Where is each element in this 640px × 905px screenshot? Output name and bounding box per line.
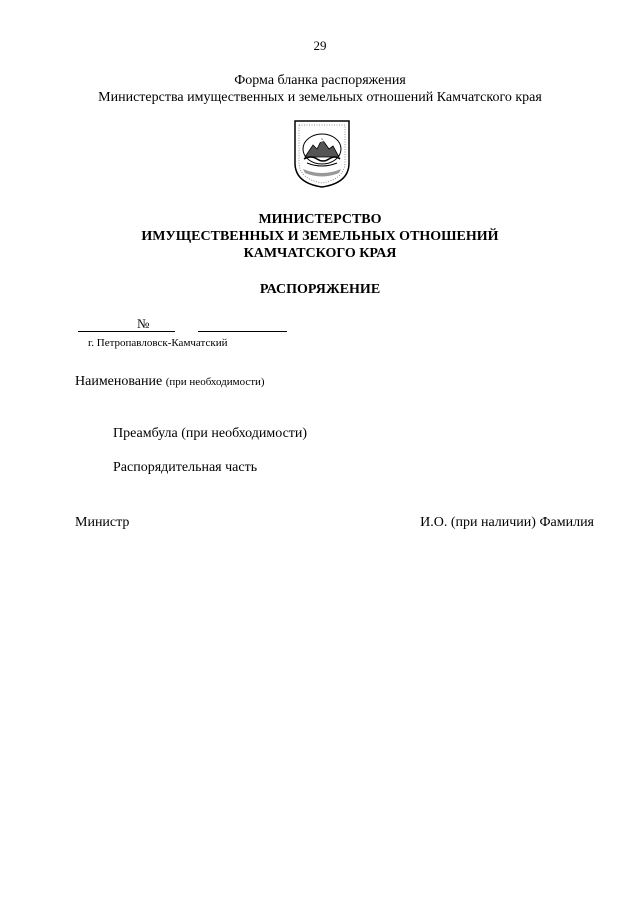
- ministry-name: [0, 211, 640, 262]
- document-title-label: Наименование: [75, 374, 163, 389]
- signer-name: И.О. (при наличии) Фамилия: [420, 515, 594, 530]
- ministry-name-line-1: МИНИСТЕРСТВО: [258, 212, 382, 227]
- number-field-line: [198, 331, 287, 332]
- document-title-note: (при необходимости): [165, 376, 265, 388]
- kamchatka-coat-of-arms-icon: [293, 119, 351, 189]
- ministry-name-line-2: ИМУЩЕСТВЕННЫХ И ЗЕМЕЛЬНЫХ ОТНОШЕНИЙ: [141, 229, 499, 244]
- form-caption-line-2: Министерства имущественных и земельных отношений Камчатского края: [98, 90, 542, 105]
- document-title-field: [75, 374, 265, 390]
- preamble: Преамбула (при необходимости): [113, 426, 308, 441]
- operative-part: Распорядительная часть: [113, 460, 258, 475]
- page-number: 29: [313, 38, 327, 53]
- form-caption: [0, 72, 640, 106]
- form-caption-line-1: Форма бланка распоряжения: [234, 73, 406, 88]
- signer-position: Министр: [75, 515, 130, 530]
- document-type: РАСПОРЯЖЕНИЕ: [259, 282, 381, 297]
- city-name: г. Петропавловск-Камчатский: [88, 337, 228, 349]
- number-sign: №: [137, 316, 150, 331]
- ministry-name-line-3: КАМЧАТСКОГО КРАЯ: [243, 246, 397, 261]
- date-field-line: [78, 331, 175, 332]
